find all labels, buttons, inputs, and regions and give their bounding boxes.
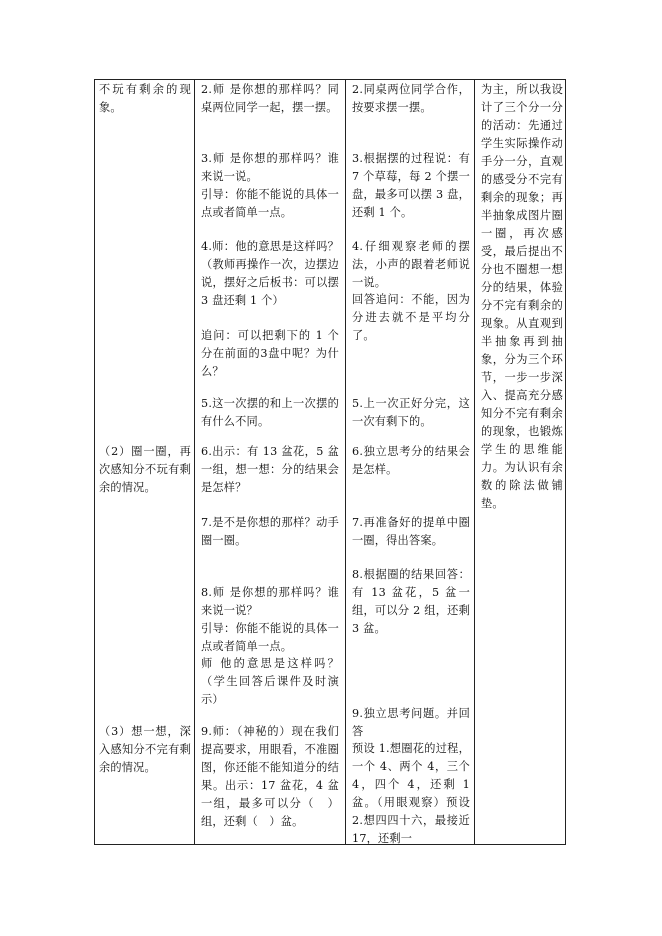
student-text: 回答追问：不能，因为分进去就不是平均分了。 [352,293,470,342]
student-text: 7.再准备好的提单中圈一圈，得出答案。 [352,516,470,547]
teacher-text: 4.师：他的意思是这样吗？（教师再操作一次，边摆边说，摆好之后板书：可以摆 3 盘还剩 1 个） [201,240,339,307]
teacher-text: 追问：可以把剩下的 1 个分在前面的3盘中呢？为什么？ [201,329,339,378]
student-activity-column [346,80,475,845]
lesson-plan-table [94,79,566,845]
teacher-text: 8.师 是你想的那样吗？谁来说一说？ [201,586,339,617]
teacher-text: 引导：你能不能说的具体一点或者简单一点。 [201,622,339,653]
teacher-text: 9.师：（神秘的）现在我们提高要求，用眼看，不准圈图，你还能不能知道分的结果。出示：17 盆花，4 盆一组，最多可以分（ ）组，还剩（ ）盆。 [201,725,339,828]
teacher-text: 引导：你能不能说的具体一点或者简单一点。 [201,188,339,219]
teacher-text: 5.这一次摆的和上一次摆的有什么不同。 [201,397,339,428]
design-intent-column [475,80,566,845]
student-text: 2.同桌两位同学合作，按要求摆一摆。 [352,83,470,114]
teacher-text: 7.是不是你想的那样？动手圈一圈。 [201,516,339,547]
student-text: 9.独立思考问题。并回答 [352,707,470,738]
student-text: 6.独立思考分的结果会是怎样。 [352,445,470,476]
student-text: 4.仔细观察老师的摆法，小声的跟着老师说一说。 [352,240,470,289]
student-text: 8.根据圈的结果回答：有 13 盆花，5 盆一组，可以分 2 组，还剩 3 盆。 [352,568,470,635]
student-text: 3.根据摆的过程说：有 7 个草莓，每 2 个摆一盘，最多可以摆 3 盘，还剩 1 个。 [352,152,470,219]
stage-text: （2）圈一圈，再次感知分不玩有剩余的情况。 [99,445,191,494]
table-row [95,80,566,845]
teacher-text: 6.出示：有 13 盆花，5 盆一组，想一想：分的结果会是怎样？ [201,445,339,494]
teacher-text: 2.师 是你想的那样吗？同桌两位同学一起，摆一摆。 [201,83,339,114]
student-text: 预设 1.想圈花的过程，一个 4、两个 4，三个 4，四个 4，还剩 1 盆。（用眼观察）预设 2.想四四十六，最接近 17，还剩一 [352,742,470,845]
stage-column [95,80,195,845]
stage-text: 不玩有剩余的现象。 [99,83,191,114]
teacher-activity-column [195,80,346,845]
teacher-text: 3.师 是你想的那样吗？谁来说一说。 [201,152,339,183]
teacher-text: 师 他的意思是这样吗？（学生回答后课件及时演示） [201,657,339,706]
design-text: 为主，所以我设计了三个分一分的活动：先通过学生实际操作动手分一分，直观的感受分不完有剩余的现象；再半抽象成图片圈一圈，再次感受，最后提出不分也不圈想一想分的结果，体验分不完有剩余的现象。从直观到半抽象再到抽象，分为三个环节，一步一步深入、提高充分感知分不完有剩余的现象，也锻炼学生的思维能力。为认识有余数的除法做铺垫。 [481,83,563,510]
stage-text: （3）想一想，深入感知分不完有剩余的情况。 [99,725,191,774]
student-text: 5.上一次正好分完，这一次有剩下的。 [352,397,470,428]
